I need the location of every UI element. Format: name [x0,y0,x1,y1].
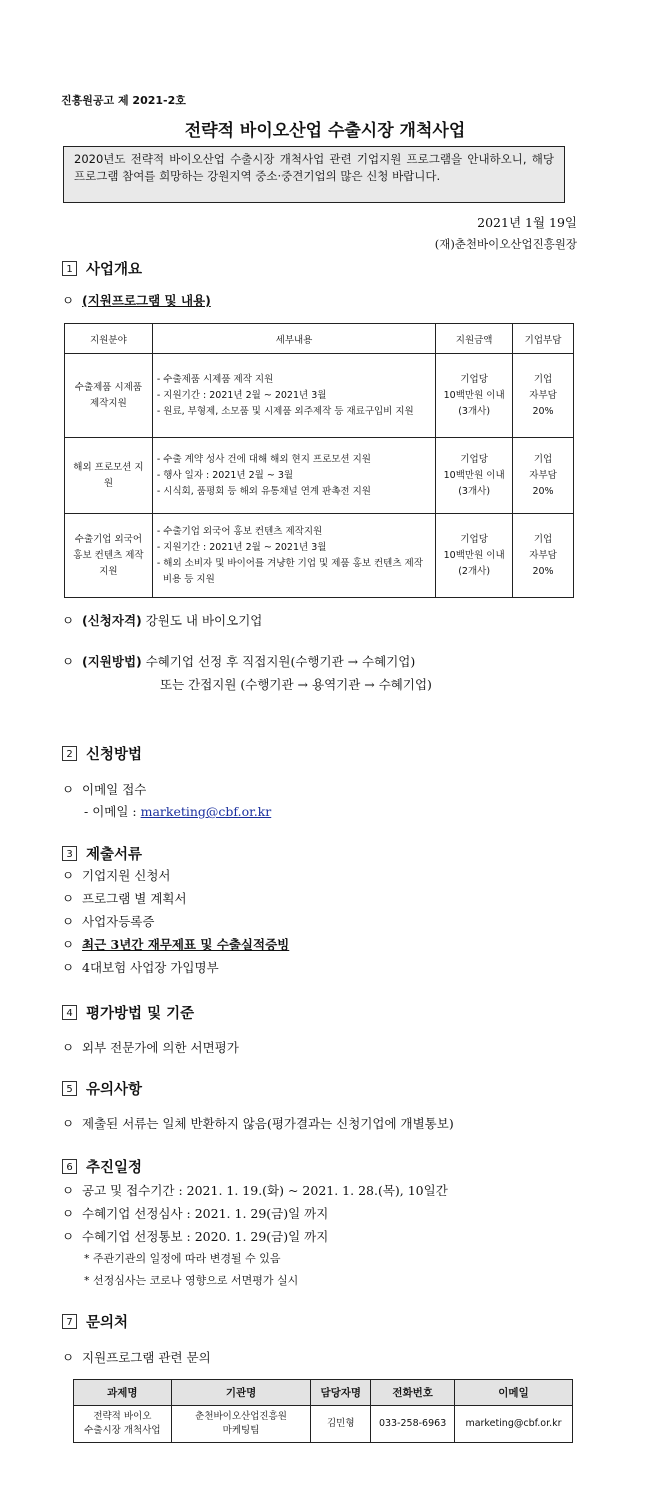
list-item: ㅇ 기업지원 신청서 [62,868,171,883]
program-subheading: ㅇ (지원프로그램 및 내용) [62,293,211,308]
burden-line: 자부담 [529,549,557,561]
list-item-text: 기업지원 신청서 [82,868,171,883]
list-item-text: 사업자등록증 [82,914,155,929]
table-cell-details [152,354,435,438]
list-item: ㅇ 프로그램 별 계획서 [62,891,187,906]
list-item-text: 공고 및 접수기간 : 2021. 1. 19.(화) ~ 2021. 1. 28.(목), 10일간 [82,1183,448,1198]
detail-line: - 수출기업 외국어 홍보 컨텐츠 제작지원 [156,525,323,537]
amount-line: 기업당 [460,533,488,545]
table-header: 기업부담 [513,324,574,354]
table-header: 세부내용 [152,324,435,354]
section-number: 5 [62,1081,77,1096]
detail-line: - 행사 일자 : 2021년 2월 ~ 3월 [156,469,294,481]
phone-cell: 033-258-6963 [371,1406,455,1443]
burden-line: 20% [532,565,554,577]
amount-line: (2개사) [458,565,491,577]
section-number: 3 [62,846,77,861]
table-row [74,1406,573,1443]
table-row [65,438,574,514]
table-header: 기관명 [171,1380,311,1406]
section-4-heading [62,1002,194,1023]
project-cell [74,1406,172,1443]
document-title: 전략적 바이오산업 수출시장 개척사업 [184,121,466,141]
list-item-text: 프로그램 별 계획서 [82,891,187,906]
email-line [84,802,271,820]
list-item: ㅇ 수혜기업 선정심사 : 2021. 1. 29(금)일 까지 [62,1206,329,1221]
list-item: ㅇ 이메일 접수 [62,782,147,797]
amount-line: 10백만원 이내 [443,469,505,481]
list-item: ㅇ 사업자등록증 [62,914,155,929]
project-line: 수출시장 개척사업 [84,1425,161,1436]
note: * 선정심사는 코로나 영향으로 서면평가 실시 [84,1274,299,1287]
table-header: 과제명 [74,1380,172,1406]
list-item: ㅇ 4대보험 사업장 가입명부 [62,960,219,975]
detail-line: - 해외 소비자 및 바이어를 겨냥한 기업 및 제품 홍보 컨텐츠 제작 비용 등 지원 [156,557,423,585]
amount-line: 10백만원 이내 [443,549,505,561]
burden-line: 20% [532,485,554,497]
amount-line: 기업당 [460,373,488,385]
burden-line: 기업 [533,533,553,545]
table-header: 전화번호 [371,1380,455,1406]
list-item: ㅇ 최근 3년간 재무제표 및 수출실적증빙 [62,937,290,952]
detail-line: - 원료, 부형제, 소모품 및 시제품 외주제작 등 재료구입비 지원 [156,405,414,417]
note: * 주관기관의 일정에 따라 변경될 수 있음 [84,1252,281,1265]
issue-date: 2021년 1월 19일 [477,215,577,230]
detail-line: - 지원기간 : 2021년 2월 ~ 2021년 3월 [156,389,327,401]
table-cell-amount [436,354,513,438]
section-number: 1 [62,261,77,276]
amount-line: 10백만원 이내 [443,389,505,401]
list-item-text: 제출된 서류는 일체 반환하지 않음(평가결과는 신청기업에 개별통보) [82,1116,454,1131]
section-title: 문의처 [86,1315,129,1331]
table-header-row [65,324,574,354]
burden-line: 자부담 [529,469,557,481]
table-cell-field: 해외 프로모션 지원 [65,438,153,514]
table-row [65,354,574,438]
manager-cell: 김민형 [311,1406,371,1443]
email-label: - 이메일 : [84,804,137,819]
table-cell-amount [436,438,513,514]
org-cell [171,1406,311,1443]
section-5-heading [62,1078,142,1099]
burden-line: 20% [532,405,554,417]
table-header: 담당자명 [311,1380,371,1406]
org-line: 마케팅팀 [222,1425,260,1436]
list-item: ㅇ 지원프로그램 관련 문의 [62,1350,211,1365]
qualification-item: ㅇ (신청자격) 강원도 내 바이오기업 [62,613,263,628]
list-item-text: 지원프로그램 관련 문의 [82,1350,211,1365]
burden-line: 자부담 [529,389,557,401]
detail-line: - 수출제품 시제품 제작 지원 [156,373,274,385]
amount-line: (3개사) [458,405,491,417]
section-number: 6 [62,1159,77,1174]
method-label: (지원방법) [82,654,142,669]
table-row [65,514,574,598]
org-line: 춘천바이오산업진흥원 [195,1411,287,1422]
qualification-text: 강원도 내 바이오기업 [145,613,263,628]
project-line: 전략적 바이오 [93,1411,152,1422]
email-cell: marketing@cbf.or.kr [455,1406,573,1443]
method-text-2: 또는 간접지원 (수행기관 → 용역기관 → 수혜기업) [160,677,432,692]
section-3-heading [62,843,142,864]
list-item: ㅇ 제출된 서류는 일체 반환하지 않음(평가결과는 신청기업에 개별통보) [62,1116,454,1131]
section-title: 유의사항 [86,1082,143,1098]
list-item: ㅇ 공고 및 접수기간 : 2021. 1. 19.(화) ~ 2021. 1. 28.(목), 10일간 [62,1183,448,1198]
list-item-text: 4대보험 사업장 가입명부 [82,960,219,975]
section-title: 평가방법 및 기준 [86,1006,195,1022]
burden-line: 기업 [533,453,553,465]
section-title: 제출서류 [86,847,143,863]
issuer: (재)춘천바이오산업진흥원장 [434,237,577,251]
table-cell-field: 수출기업 외국어 홍보 컨텐츠 제작지원 [65,514,153,598]
table-cell-burden [513,514,574,598]
contact-table [73,1379,573,1443]
section-number: 4 [62,1005,77,1020]
list-item-text: 수혜기업 선정통보 : 2020. 1. 29(금)일 까지 [82,1229,329,1244]
section-number: 7 [62,1314,77,1329]
table-header: 지원분야 [65,324,153,354]
table-cell-details [152,438,435,514]
table-cell-burden [513,354,574,438]
table-header: 지원금액 [436,324,513,354]
detail-line: - 시식회, 품평회 등 해외 유통채널 연계 판촉전 지원 [156,485,371,497]
section-1-heading [62,258,142,279]
program-table [64,323,574,598]
method-text: 수혜기업 선정 후 직접지원(수행기관 → 수혜기업) [145,654,416,669]
detail-line: - 수출 계약 성사 건에 대해 해외 현지 프로모션 지원 [156,453,371,465]
method-item: ㅇ (지원방법) 수혜기업 선정 후 직접지원(수행기관 → 수혜기업) [62,654,416,669]
program-subheading-text: (지원프로그램 및 내용) [82,293,211,308]
burden-line: 기업 [533,373,553,385]
list-item-text: 이메일 접수 [82,782,147,797]
amount-line: 기업당 [460,453,488,465]
table-header: 이메일 [455,1380,573,1406]
table-cell-burden [513,438,574,514]
section-title: 추진일정 [86,1160,143,1176]
detail-line: - 지원기간 : 2021년 2월 ~ 2021년 3월 [156,541,327,553]
section-6-heading [62,1156,142,1177]
list-item-text: 수혜기업 선정심사 : 2021. 1. 29(금)일 까지 [82,1206,329,1221]
intro-box: 2020년도 전략적 바이오산업 수출시장 개척사업 관련 기업지원 프로그램을 안내하오니, 해당 프로그램 참여를 희망하는 강원지역 중소·중견기업의 많은 신청 바랍니다. [63,146,565,203]
table-header-row [74,1380,573,1406]
list-item-text: 외부 전문가에 의한 서면평가 [82,1040,239,1055]
list-item-text: 최근 3년간 재무제표 및 수출실적증빙 [82,937,290,952]
notice-number: 진흥원공고 제 2021-2호 [61,94,186,107]
section-7-heading [62,1311,128,1332]
table-cell-field: 수출제품 시제품 제작지원 [65,354,153,438]
section-title: 신청방법 [86,747,143,763]
section-title: 사업개요 [86,262,143,278]
email-link[interactable]: marketing@cbf.or.kr [140,804,272,819]
list-item: ㅇ 외부 전문가에 의한 서면평가 [62,1040,239,1055]
table-cell-details [152,514,435,598]
section-number: 2 [62,746,77,761]
section-2-heading [62,743,142,764]
qualification-label: (신청자격) [82,613,142,628]
amount-line: (3개사) [458,485,491,497]
list-item: ㅇ 수혜기업 선정통보 : 2020. 1. 29(금)일 까지 [62,1229,329,1244]
table-cell-amount [436,514,513,598]
